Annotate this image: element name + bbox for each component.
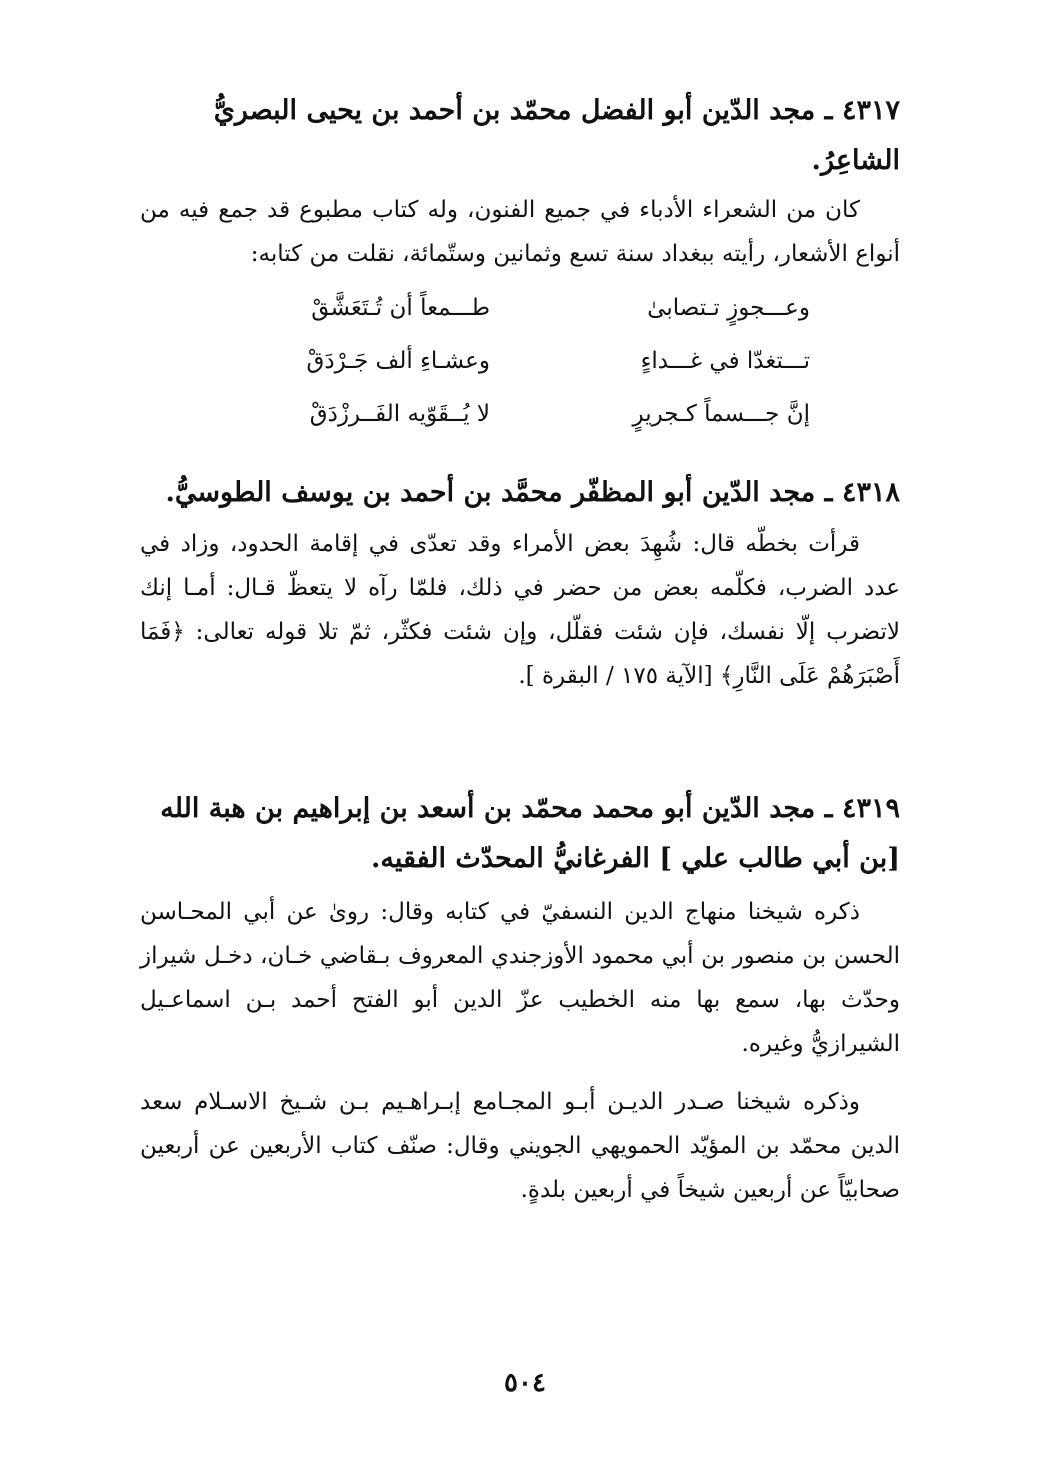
entry-paragraph: ذكره شيخنا منهاج الدين النسفيّ في كتابه وقال: روىٰ عن أبي المحـاسن الحسن بن منصور بن أبي محمود الأوزجندي المعروف بـقاضي خـان، دخـل شيراز وحدّث بها، سمع بها منه الخطيب عزّ الدين أبو الفتح أحمد بـن اسماعـيل الشيرازيُّ وغيره. bbox=[140, 899, 900, 1057]
poem bbox=[140, 282, 900, 441]
verse-first-hemistich: تـــتغدّا في غـــداءٍ bbox=[640, 348, 810, 374]
entry-paragraph: قرأت بخطّه قال: شُهِدَ بعض الأمراء وقد تعدّى في إقامة الحدود، وزاد في عدد الضرب، فكلّمه بعض من حضر في ذلك، فلمّا رآه لا يتعظّ قـال: أمـا إنك لاتضرب إلّا نفسك، فإن شئت فقلّل، وإن شئت فكثّر، ثمّ تلا قوله تعالى: ﴿فَمَا أَصْبَرَهُمْ عَلَى النَّارِ﴾ [الآية ١٧٥ / البقرة ]. bbox=[140, 531, 900, 689]
page-number: ٥٠٤ bbox=[504, 1368, 546, 1398]
entry-4318 bbox=[140, 468, 900, 698]
entry-heading: ٤٣١٨ ـ مجد الدّين أبو المظفّر محمَّد بن أحمد بن يوسف الطوسيُّ. bbox=[165, 477, 900, 508]
entry-heading: ٤٣١٩ ـ مجد الدّين أبو محمد محمّد بن أسعد بن إبراهيم بن هبة الله [بن أبي طالب علي ] الفرغانيُّ المحدّث الفقيه. bbox=[160, 793, 900, 874]
verse-second-hemistich: لا يُــقَوّيه الفَــرزْدَقْ bbox=[309, 401, 490, 427]
verse-first-hemistich: وعـــجوزٍ تـتصابىٰ bbox=[647, 295, 810, 321]
entry-heading: ٤٣١٧ ـ مجد الدّين أبو الفضل محمّد بن أحمد بن يحيى البصريُّ الشاعِرُ. bbox=[213, 95, 900, 176]
entry-4319 bbox=[140, 784, 900, 1212]
entry-paragraph: وذكره شيخنا صـدر الديـن أبـو المجـامع إبـراهـيم بـن شـيخ الاسـلام سعد الدين محمّد بن المؤيّد الحمويهي الجويني وقال: صنّف كتاب الأربعين عن أربعين صحابيّاً عن أربعين شيخاً في أربعين بلدةٍ. bbox=[140, 1089, 900, 1203]
verse-second-hemistich: وعشـاءِ ألف جَـرْدَقْ bbox=[306, 348, 490, 374]
verse-line bbox=[140, 388, 900, 441]
verse-first-hemistich: إنَّ جـــسماً كـجريرٍ bbox=[632, 401, 810, 427]
entry-4317 bbox=[140, 86, 900, 441]
entry-paragraph: كان من الشعراء الأدباء في جميع الفنون، وله كتاب مطبوع قد جمع فيه من أنواع الأشعار، رأيته ببغداد سنة تسع وثمانين وستّمائة، نقلت من كتابه: bbox=[140, 197, 900, 267]
verse-second-hemistich: طـــمعاً أن تُـتَعَشَّقْ bbox=[311, 295, 490, 321]
verse-line bbox=[140, 335, 900, 388]
verse-line bbox=[140, 282, 900, 335]
